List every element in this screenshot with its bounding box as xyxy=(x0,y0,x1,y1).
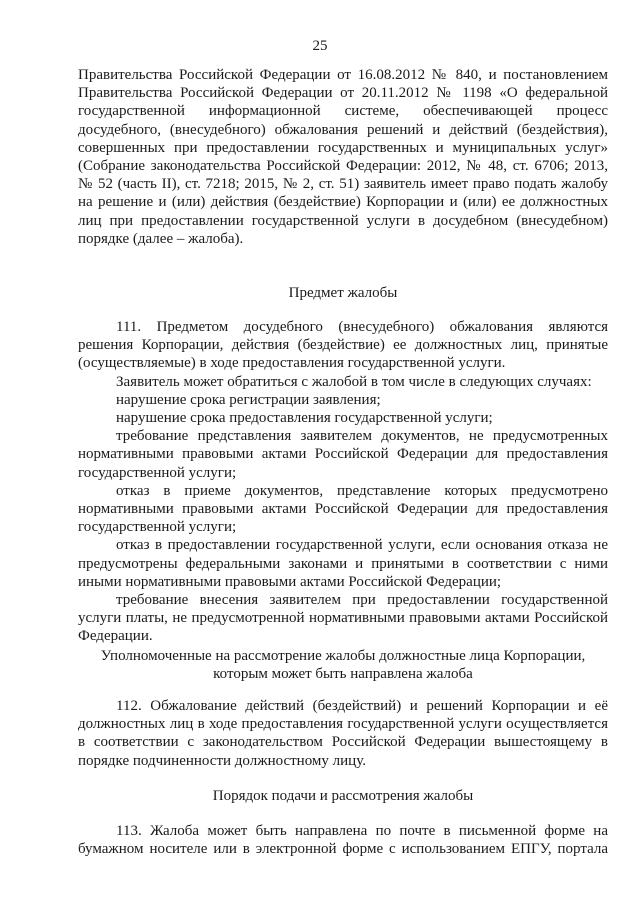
text-line: отказ в предоставлении государственной услуги, если основания отказа не xyxy=(116,537,608,554)
text-line: 111. Предметом досудебного (внесудебного) обжалования являются xyxy=(116,319,608,335)
section-113 xyxy=(78,822,608,858)
text-line: государственной услуги; xyxy=(78,464,237,481)
text-line: должностных лиц в ходе предоставления государственной услуги осуществляется xyxy=(78,716,608,733)
text-line: Федерации. xyxy=(78,628,153,645)
text-line: (осуществляемые) в ходе предоставления государственной услуги. xyxy=(78,355,506,372)
text-line: решения Корпорации, действия (бездействие) ее должностных лиц, принятые xyxy=(78,337,608,354)
text-line: Правительства Российской Федерации от 16.08.2012 № 840, и постановлением xyxy=(78,67,608,83)
section-heading-officials xyxy=(78,647,608,683)
text-line: услуги платы, не предусмотренной нормативными правовыми актами Российской xyxy=(78,610,608,627)
text-line: лиц при предоставлении государственной услуги в досудебном (внесудебном) xyxy=(78,212,608,229)
heading-line: Уполномоченные на рассмотрение жалобы должностные лица Корпорации, xyxy=(100,648,586,664)
text-line: требование внесения заявителем при предоставлении государственной xyxy=(116,592,608,609)
section-heading-subject: Предмет жалобы xyxy=(288,285,398,301)
text-line: государственной услуги; xyxy=(78,519,237,536)
text-line: предусмотрены федеральными законами и принятыми в соответствии с ними xyxy=(78,555,608,572)
text-line: отказ в приеме документов, представление которых предусмотрено xyxy=(116,482,608,499)
heading-line: которым может быть направлена жалоба xyxy=(213,666,473,683)
text-line: бумажном носителе или в электронной форме с использованием ЕПГУ, портала xyxy=(78,841,608,858)
text-line: нарушение срока предоставления государственной услуги; xyxy=(116,410,493,427)
text-line: на решение и (или) действия (бездействие) Корпорации и (или) ее должностных xyxy=(78,194,608,211)
text-line: 112. Обжалование действий (бездействий) и решений Корпорации и её xyxy=(116,698,608,714)
text-line: порядке (далее – жалоба). xyxy=(78,230,244,247)
text-line: досудебного, (внесудебного) обжалования решений и действий (бездействия), xyxy=(78,121,608,138)
text-line: Заявитель может обратиться с жалобой в том числе в следующих случаях: xyxy=(116,373,592,390)
text-line: (Собрание законодательства Российской Федерации: 2012, № 48, ст. 6706; 2013, xyxy=(78,158,608,175)
text-line: Правительства Российской Федерации от 20.11.2012 № 1198 «О федеральной xyxy=(78,85,608,102)
text-line: порядке подчиненности должностному лицу. xyxy=(78,752,366,769)
text-line: требование представления заявителем документов, не предусмотренных xyxy=(116,428,608,445)
text-line: государственной информационной системе, обеспечивающей процесс xyxy=(78,103,608,120)
text-line: нарушение срока регистрации заявления; xyxy=(116,391,381,408)
section-112 xyxy=(78,697,608,770)
text-line: № 52 (часть II), ст. 7218; 2015, № 2, ст. 51) заявитель имеет право подать жалобу xyxy=(78,176,608,193)
text-line: в соответствии с законодательством Российской Федерации вышестоящему в xyxy=(78,734,608,751)
text-line: совершенных при предоставлении государственных и муниципальных услуг» xyxy=(78,139,608,156)
text-line: 113. Жалоба может быть направлена по почте в письменной форме на xyxy=(116,823,608,839)
section-heading-procedure: Порядок подачи и рассмотрения жалобы xyxy=(212,788,474,804)
intro-paragraph xyxy=(78,66,608,248)
text-line: иными нормативными правовыми актами Российской Федерации; xyxy=(78,573,502,590)
text-line: нормативными правовыми актами Российской Федерации для предоставления xyxy=(78,501,608,518)
section-111 xyxy=(78,318,608,646)
page-number: 25 xyxy=(312,38,328,54)
text-line: нормативными правовыми актами Российской Федерации для предоставления xyxy=(78,446,608,463)
